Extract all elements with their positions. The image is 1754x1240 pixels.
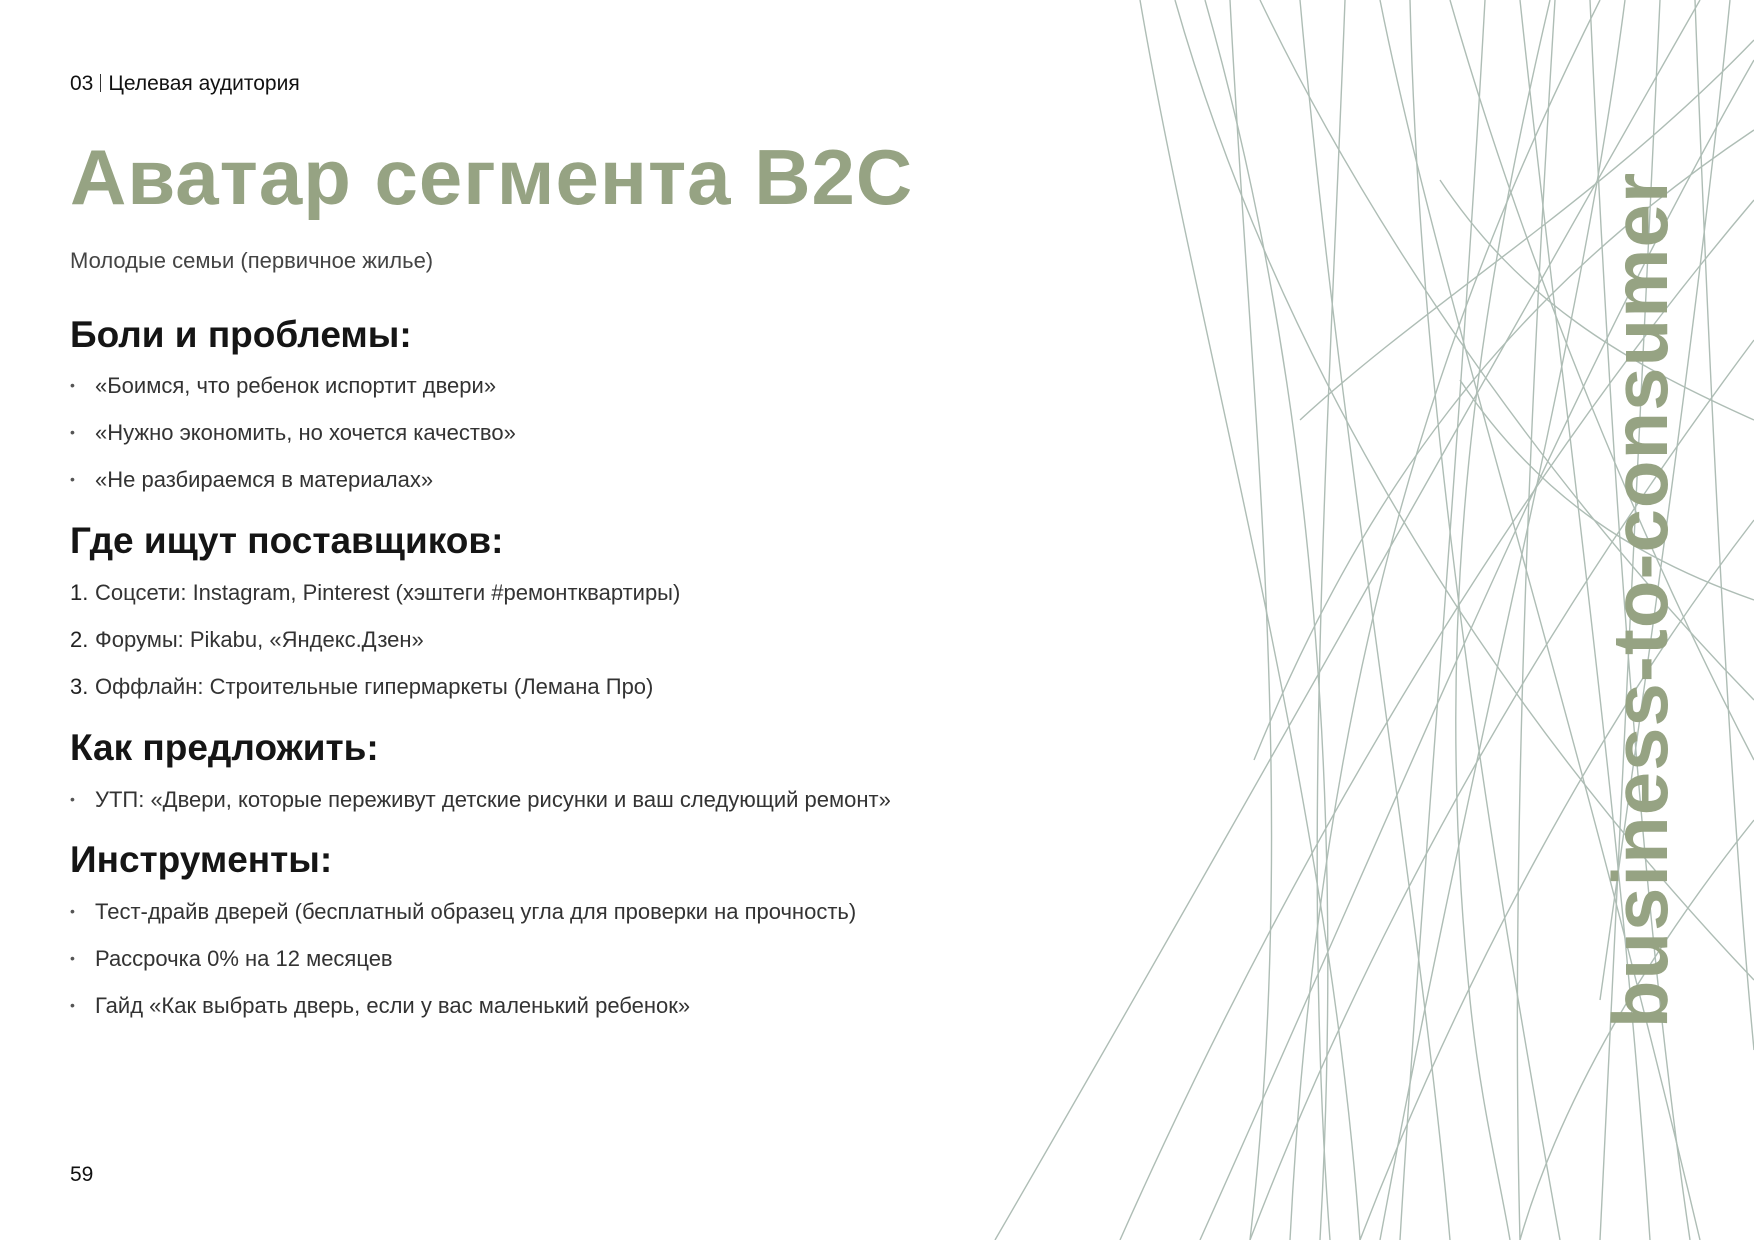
section-title: Целевая аудитория <box>108 72 300 95</box>
bullet-icon: • <box>70 903 75 919</box>
channels-item-1: 1. Соцсети: Instagram, Pinterest (хэштеги #ремонтквартиры) <box>70 580 681 605</box>
pains-item-1: • «Боимся, что ребенок испортит двери» <box>70 373 497 398</box>
pains-heading: Боли и проблемы: <box>70 314 412 355</box>
channels-item-2: 2. Форумы: Pikabu, «Яндекс.Дзен» <box>70 627 424 652</box>
pains-item-3: • «Не разбираемся в материалах» <box>70 467 434 492</box>
bullet-icon: • <box>70 950 75 966</box>
section-number: 03 <box>70 72 94 95</box>
bullet-icon: • <box>70 997 75 1013</box>
tools-item-2: • Рассрочка 0% на 12 месяцев <box>70 946 393 971</box>
bullet-icon: • <box>70 424 75 440</box>
channels-item-3: 3. Оффлайн: Строительные гипермаркеты (Лемана Про) <box>70 674 654 699</box>
tools-heading: Инструменты: <box>70 839 333 880</box>
section-separator <box>100 74 101 92</box>
offer-heading: Как предложить: <box>70 727 379 768</box>
tools-item-3: • Гайд «Как выбрать дверь, если у вас маленький ребенок» <box>70 993 691 1018</box>
pains-item-2: • «Нужно экономить, но хочется качество» <box>70 420 516 445</box>
page-subtitle: Молодые семьи (первичное жилье) <box>70 248 434 273</box>
channels-heading: Где ищут поставщиков: <box>70 520 504 561</box>
bullet-icon: • <box>70 791 75 807</box>
section-label <box>70 72 300 96</box>
vertical-side-text: business-to-consumer <box>1596 171 1684 1029</box>
page-number: 59 <box>70 1163 94 1186</box>
page-title: Аватар сегмента B2C <box>70 133 914 221</box>
bullet-icon: • <box>70 471 75 487</box>
offer-item-1: • УТП: «Двери, которые переживут детские рисунки и ваш следующий ремонт» <box>70 787 891 812</box>
bullet-icon: • <box>70 377 75 393</box>
tools-item-1: • Тест-драйв дверей (бесплатный образец угла для проверки на прочность) <box>70 899 857 924</box>
